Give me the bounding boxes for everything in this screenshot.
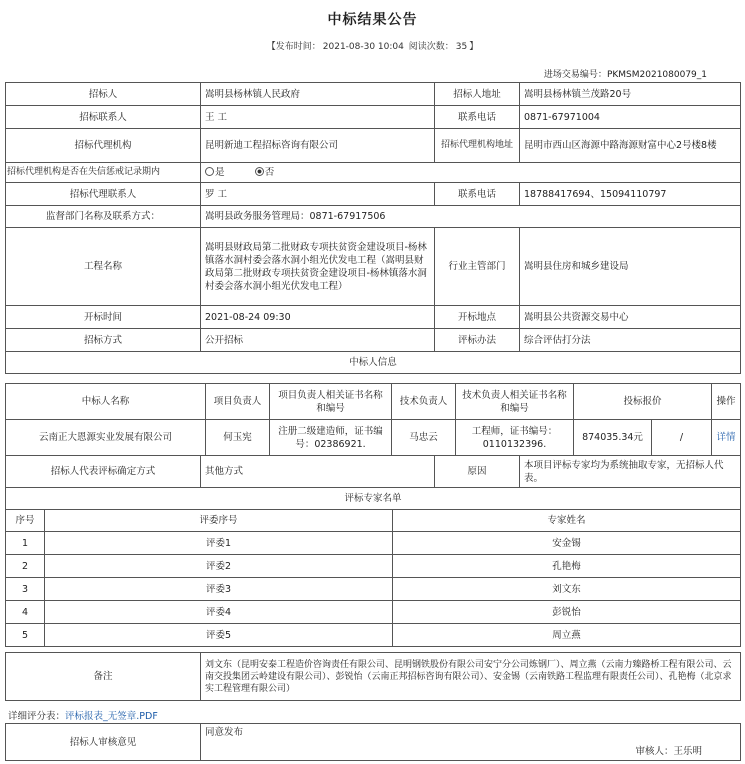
phone-label: 联系电话	[435, 106, 520, 129]
supervisor-value: 嵩明县政务服务管理局：0871-67917506	[201, 206, 741, 228]
expert-no: 4	[6, 601, 45, 624]
rep-label: 招标人代表评标确定方式	[6, 456, 201, 488]
experts-order-header: 评委序号	[45, 510, 393, 532]
winner-tech: 马忠云	[392, 420, 456, 456]
views-count: 35	[455, 42, 468, 52]
review-cell	[201, 724, 741, 761]
review-opinion: 同意发布	[205, 727, 244, 738]
tenderer-address-label: 招标人地址	[435, 83, 520, 106]
attachment-line	[8, 708, 158, 722]
reason-label: 原因	[435, 456, 520, 488]
publish-time: 2021-08-30 10:04	[322, 42, 404, 52]
reason-value: 本项目评标专家均为系统抽取专家，无招标人代表。	[520, 456, 741, 488]
info-table	[5, 82, 741, 374]
agency-address-label: 招标代理机构地址	[435, 129, 520, 163]
agency-phone-label: 联系电话	[435, 183, 520, 206]
expert-no: 3	[6, 578, 45, 601]
project-value: 嵩明县财政局第二批财政专项扶贫资金建设项目-杨林镇落水洞村委会落水洞小组光伏发电工程（嵩明县财政局第二批财政专项扶贫资金建设项目-杨林镇落水洞村委会落水洞小组光伏发电工程）	[201, 228, 435, 306]
expert-no: 1	[6, 532, 45, 555]
industry-label: 行业主管部门	[435, 228, 520, 306]
winner-price: 874035.34元	[574, 420, 652, 456]
winner-section-title: 中标人信息	[6, 352, 741, 374]
price-header: 投标报价	[574, 384, 712, 420]
pm-header: 项目负责人	[206, 384, 270, 420]
agency-address-value: 昆明市西山区海源中路海源财富中心2号楼8楼	[520, 129, 741, 163]
meta-prefix: 【发布时间：	[266, 42, 321, 52]
remark-table	[5, 652, 741, 701]
agency-contact-value: 罗 工	[201, 183, 435, 206]
expert-no: 2	[6, 555, 45, 578]
winner-pm-cert: 注册二级建造师，证书编号：02386921.	[270, 420, 392, 456]
radio-no[interactable]	[255, 167, 264, 176]
expert-name: 安金锡	[393, 532, 741, 555]
pm-cert-header: 项目负责人相关证书名称和编号	[270, 384, 392, 420]
meta-suffix: 】	[469, 42, 479, 52]
expert-name: 孔艳梅	[393, 555, 741, 578]
agency-value: 昆明新迪工程招标咨询有限公司	[201, 129, 435, 163]
details-link[interactable]: 详情	[716, 432, 736, 443]
supervisor-label: 监督部门名称及联系方式：	[6, 206, 201, 228]
remark-label: 备注	[6, 653, 201, 701]
review-label: 招标人审核意见	[6, 724, 201, 761]
winner-price-extra: /	[652, 420, 712, 456]
industry-value: 嵩明县住房和城乡建设局	[520, 228, 741, 306]
table-row	[6, 578, 741, 601]
rep-table	[5, 455, 741, 510]
table-row	[6, 601, 741, 624]
table-row	[6, 555, 741, 578]
eval-value: 综合评估打分法	[520, 329, 741, 352]
views-label: 阅读次数：	[408, 42, 454, 52]
rep-value: 其他方式	[201, 456, 435, 488]
open-time-value: 2021-08-24 09:30	[201, 306, 435, 329]
winner-name-header: 中标人名称	[6, 384, 206, 420]
tech-cert-header: 技术负责人相关证书名称和编号	[456, 384, 574, 420]
contact-value: 王 工	[201, 106, 435, 129]
table-row	[6, 532, 741, 555]
contact-label: 招标联系人	[6, 106, 201, 129]
open-time-label: 开标时间	[6, 306, 201, 329]
agency-phone-value: 18788417694、15094110797	[520, 183, 741, 206]
dishonest-options	[201, 163, 741, 183]
experts-section-title: 评标专家名单	[6, 488, 741, 510]
experts-no-header: 序号	[6, 510, 45, 532]
open-place-value: 嵩明县公共资源交易中心	[520, 306, 741, 329]
expert-order: 评委4	[45, 601, 393, 624]
experts-name-header: 专家姓名	[393, 510, 741, 532]
review-table	[5, 723, 741, 761]
trade-number-label: 进场交易编号：	[543, 70, 607, 80]
winner-pm: 何玉宪	[206, 420, 270, 456]
tenderer-value: 嵩明县杨林镇人民政府	[201, 83, 435, 106]
expert-no: 5	[6, 624, 45, 647]
radio-yes[interactable]	[205, 167, 214, 176]
expert-order: 评委5	[45, 624, 393, 647]
remark-value: 刘文东（昆明安泰工程造价咨询责任有限公司、昆明钢铁股份有限公司安宁分公司炼钢厂）、周立燕（云南力臻路桥工程有限公司、云南交投集团云岭建设有限公司）、彭锐怡（云南正邦招标咨询有限公司）、安金锡（云南铁路工程监理有限责任公司）、孔艳梅（北京求实工程管理有限公司）	[201, 653, 741, 701]
reviewer: 审核人：王乐明	[635, 746, 702, 757]
dishonest-label: 招标代理机构是否在失信惩戒记录期内	[6, 163, 201, 183]
trade-number	[544, 67, 707, 80]
method-value: 公开招标	[201, 329, 435, 352]
tenderer-label: 招标人	[6, 83, 201, 106]
trade-number-value: PKMSM2021080079_1	[606, 70, 707, 80]
table-row	[6, 624, 741, 647]
agency-label: 招标代理机构	[6, 129, 201, 163]
method-label: 招标方式	[6, 329, 201, 352]
tenderer-address-value: 嵩明县杨林镇兰茂路20号	[520, 83, 741, 106]
op-header: 操作	[712, 384, 741, 420]
publish-meta	[0, 39, 745, 52]
open-place-label: 开标地点	[435, 306, 520, 329]
page-title: 中标结果公告	[327, 12, 418, 28]
expert-order: 评委2	[45, 555, 393, 578]
radio-no-label: 否	[264, 167, 275, 178]
project-label: 工程名称	[6, 228, 201, 306]
expert-order: 评委3	[45, 578, 393, 601]
expert-order: 评委1	[45, 532, 393, 555]
winner-tech-cert: 工程师，证书编号：0110132396.	[456, 420, 574, 456]
eval-label: 评标办法	[435, 329, 520, 352]
tech-header: 技术负责人	[392, 384, 456, 420]
expert-name: 刘文东	[393, 578, 741, 601]
phone-value: 0871-67971004	[520, 106, 741, 129]
agency-contact-label: 招标代理联系人	[6, 183, 201, 206]
radio-yes-label: 是	[215, 167, 225, 178]
experts-table	[5, 509, 741, 647]
attachment-label: 详细评分表：	[8, 711, 66, 722]
expert-name: 彭锐怡	[393, 601, 741, 624]
attachment-link[interactable]: 评标报表_无签章.PDF	[65, 711, 158, 722]
winner-table	[5, 383, 741, 456]
winner-name: 云南正大恩源实业发展有限公司	[6, 420, 206, 456]
expert-name: 周立燕	[393, 624, 741, 647]
